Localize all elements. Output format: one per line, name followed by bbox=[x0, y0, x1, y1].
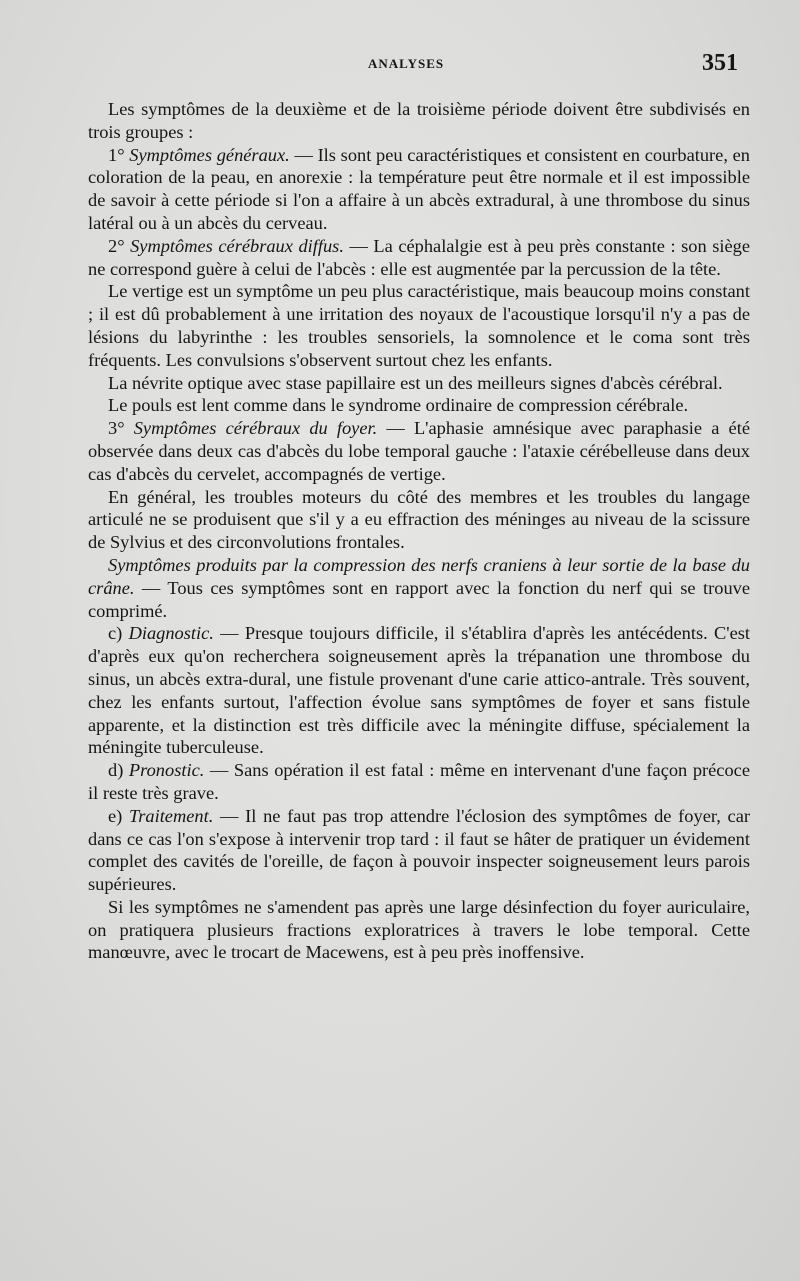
section-title: Symptômes cérébraux du foyer. bbox=[133, 418, 378, 439]
section-title: Symptômes produits par la compression des nerfs craniens à leur sortie de la base du crâne. bbox=[88, 554, 750, 598]
paragraph: 2° Symptômes cérébraux diffus. — La céphalalgie est à peu près constante : son siège ne correspond guère à celui de l'abcès : elle est augmentée par la percussion de la tête. bbox=[88, 235, 750, 279]
paragraph: 3° Symptômes cérébraux du foyer. — L'aphasie amnésique avec paraphasie a été observée dans deux cas d'abcès du lobe temporal gauche : l'ataxie cérébelleuse dans deux cas d'abcès du cervelet, accompagnés de vertige. bbox=[88, 418, 750, 484]
section-title: Diagnostic. bbox=[128, 623, 214, 644]
paragraph: Le vertige est un symptôme un peu plus caractéristique, mais beaucoup moins constant ; il est dû probablement à une irritation des noyaux de l'acoustique lorsqu'il n'y a pas de lésions du labyrinthe : les troubles sensoriels, la somnolence et le coma sont très fréquents. Les convulsions s'observent surtout chez les enfants. bbox=[88, 281, 750, 370]
paragraph: 1° Symptômes généraux. — Ils sont peu caractéristiques et consistent en courbature, en coloration de la peau, en anorexie : la température peut être normale et il est impossible de savoir à cette période si l'on a affaire à un abcès extradural, à une thrombose du sinus latéral ou à un abcès du cerveau. bbox=[88, 144, 750, 233]
section-title: Pronostic. bbox=[128, 760, 205, 781]
paragraph: Symptômes produits par la compression des nerfs craniens à leur sortie de la base du crâne. — Tous ces symptômes sont en rapport avec la fonction du nerf qui se trouve comprimé. bbox=[88, 554, 750, 621]
paragraph: En général, les troubles moteurs du côté des membres et les troubles du langage articulé ne se produisent que s'il y a eu effraction des méninges au niveau de la scissure de Sylvius et des circonvolutions frontales. bbox=[88, 486, 750, 553]
paragraph: c) Diagnostic. — Presque toujours difficile, il s'établira d'après les antécédents. C'est d'après eux qu'on recherchera soigneusement après la trépanation une thrombose du sinus, un abcès extra-dural, une fistule provenant d'une carie attico-antrale. Très souvent, chez les enfants surtout, l'affection évolue sans symptômes de foyer et sans fistule apparente, et la distinction est très difficile avec la méningite diffuse, spécialement la méningite tuberculeuse. bbox=[88, 623, 751, 758]
paragraph: La névrite optique avec stase papillaire est un des meilleurs signes d'abcès cérébral. bbox=[108, 372, 723, 393]
body-text bbox=[88, 98, 750, 964]
paragraph: d) Pronostic. — Sans opération il est fatal : même en intervenant d'une façon précoce il reste très grave. bbox=[88, 760, 750, 803]
section-title: Traitement. bbox=[129, 805, 214, 826]
paragraph: Les symptômes de la deuxième et de la troisième période doivent être subdivisés en trois groupes : bbox=[88, 99, 750, 142]
paragraph: Si les symptômes ne s'amendent pas après une large désinfection du foyer auriculaire, on pratiquera plusieurs fractions exploratrices à travers le lobe temporal. Cette manœuvre, avec le trocart de Macewens, est à peu près inoffensive. bbox=[88, 896, 750, 963]
section-title: Symptômes cérébraux diffus. bbox=[130, 235, 344, 256]
paragraph: e) Traitement. — Il ne faut pas trop attendre l'éclosion des symptômes de foyer, car dans ce cas l'on s'expose à intervenir trop tard : il faut se hâter de pratiquer un évidement complet des cavités de l'oreille, de façon à pouvoir inspecter soigneusement leurs parois supérieures. bbox=[88, 805, 751, 895]
running-title: ANALYSES bbox=[368, 56, 445, 71]
section-title: Symptômes généraux. bbox=[129, 144, 290, 165]
page-number: 351 bbox=[702, 50, 738, 76]
paragraph: Le pouls est lent comme dans le syndrome ordinaire de compression cérébrale. bbox=[108, 395, 689, 416]
